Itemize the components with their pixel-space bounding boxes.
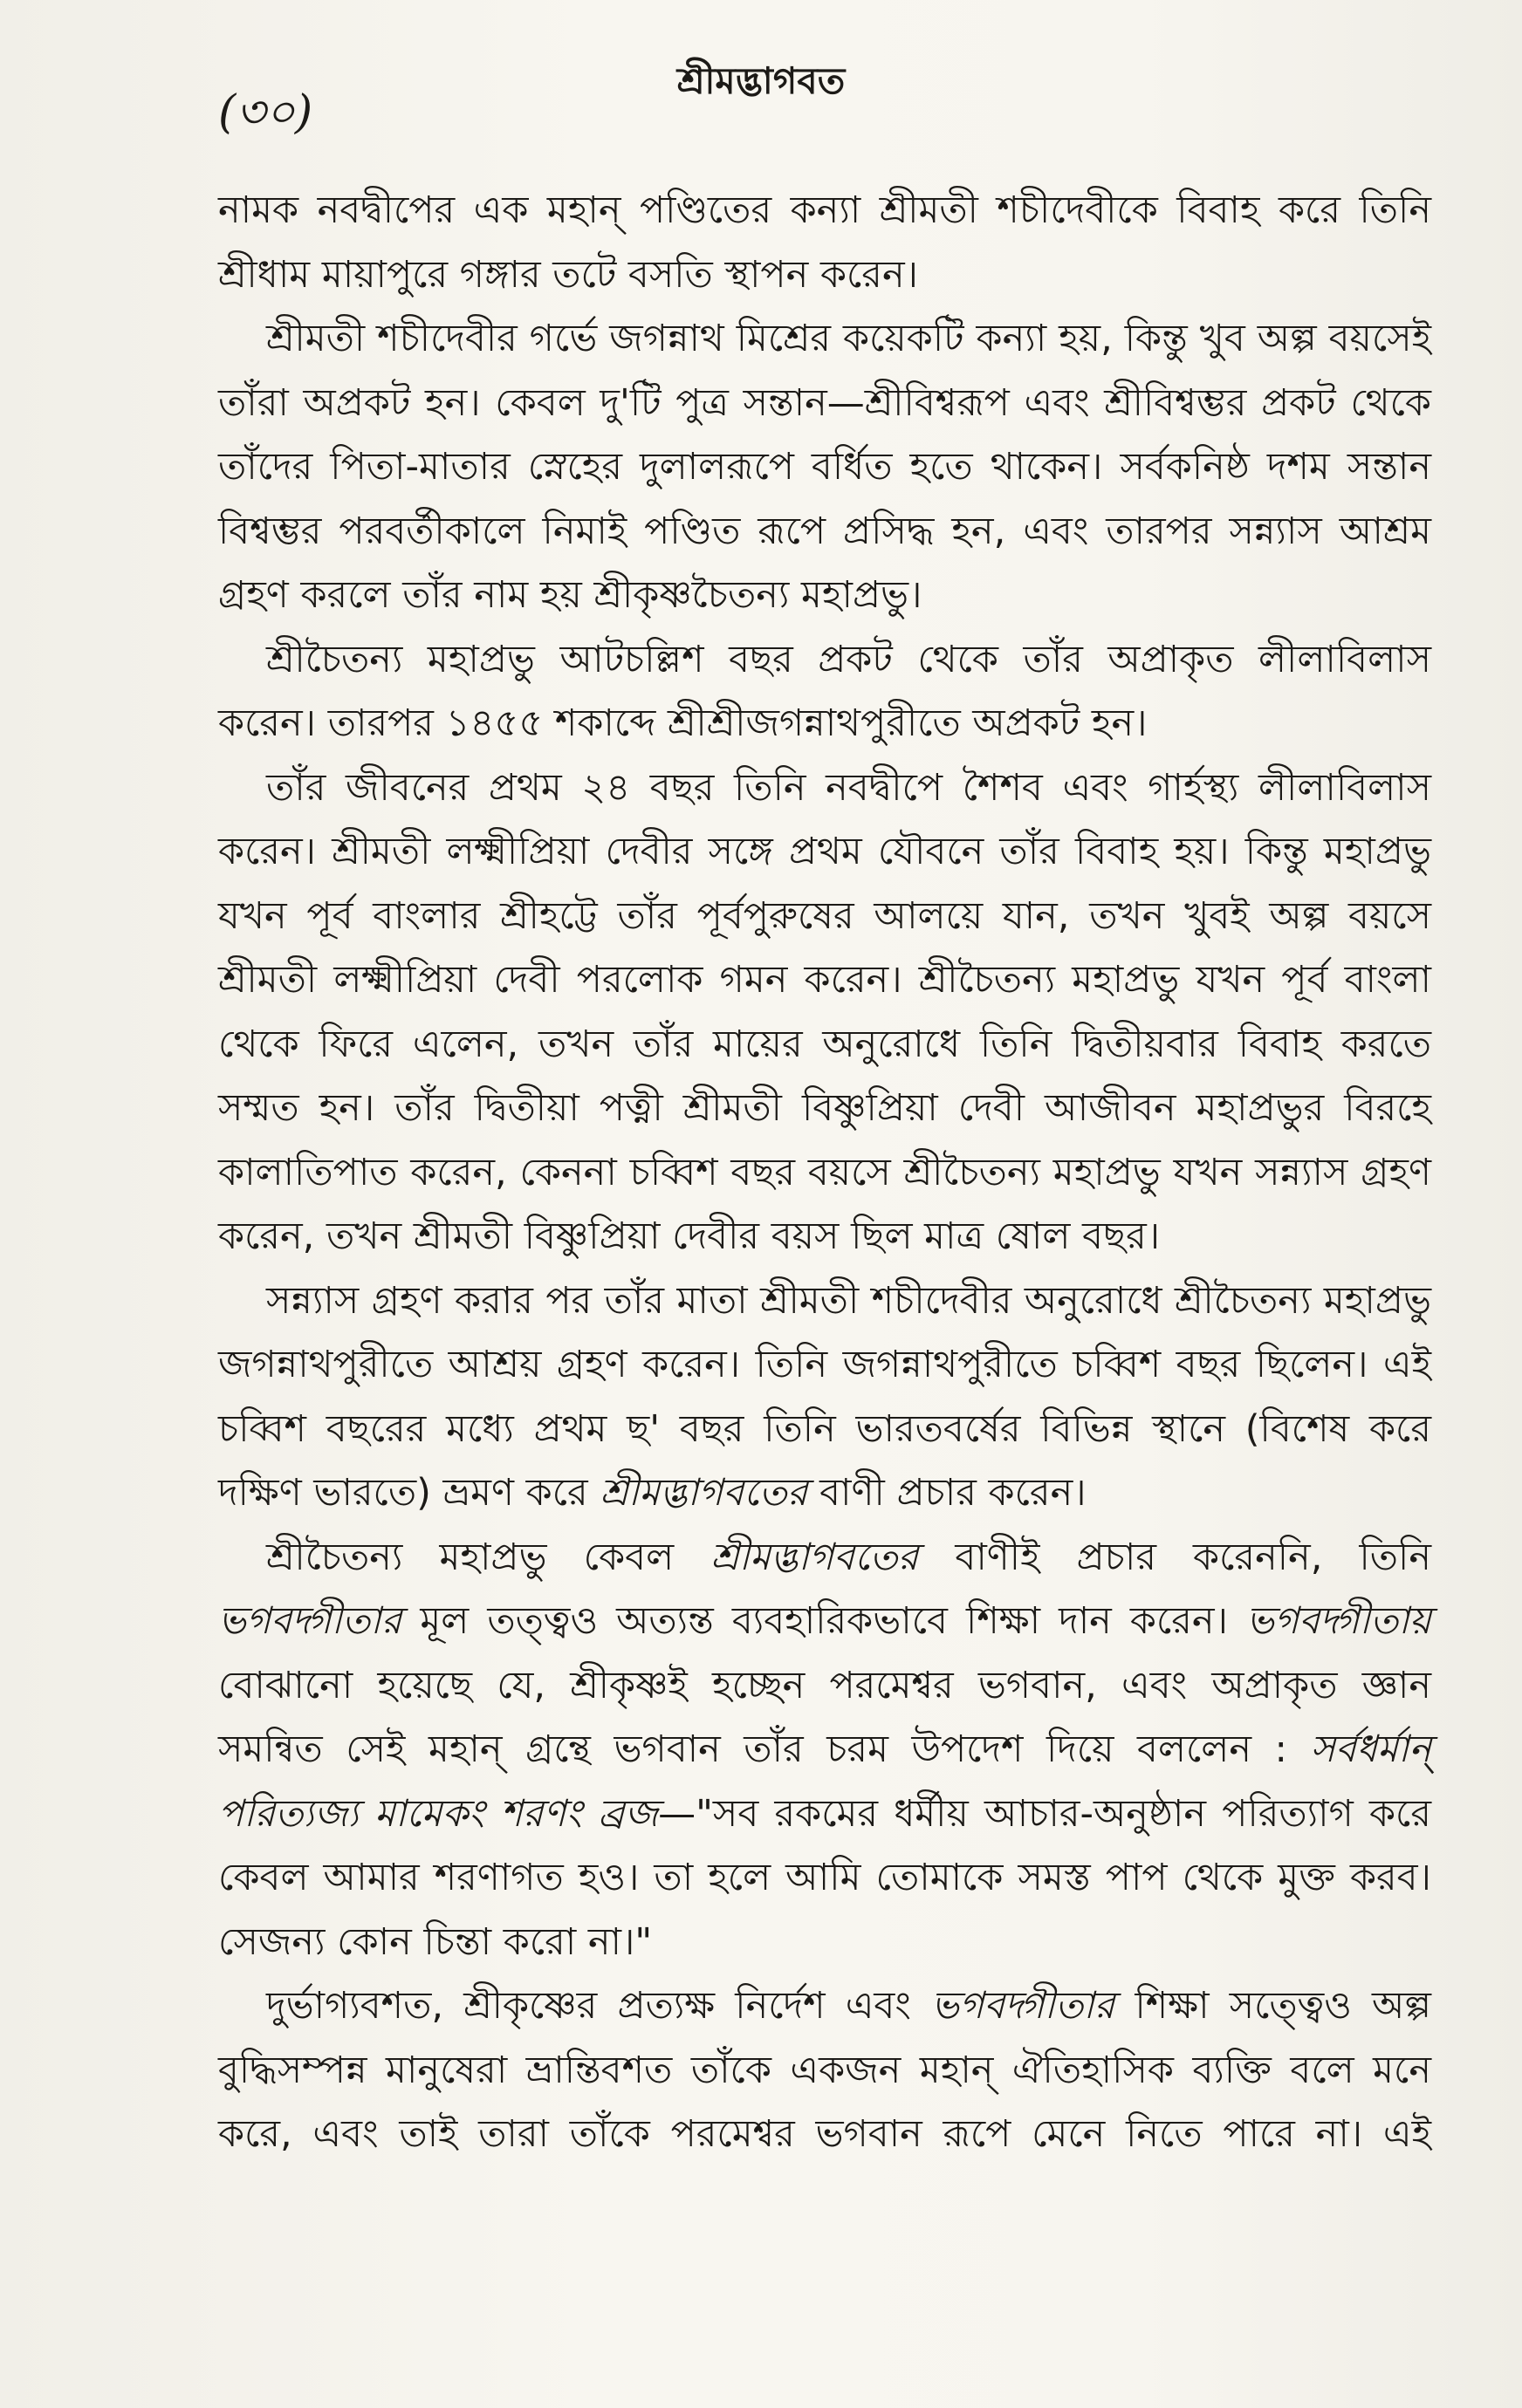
paragraph-7: দুর্ভাগ্যবশত, শ্রীকৃষ্ণের প্রত্যক্ষ নির্দেশ এবং ভগবদ্গীতার শিক্ষা সত্ত্বেও অল্প বুদ্ধিসম্পন্ন মানুষেরা ভ্রান্তিবশত তাঁকে একজন মহান্ ঐতিহাসিক ব্যক্তি বলে মনে করে, এবং তাই তারা তাঁকে পরমেশ্বর ভগবান রূপে মেনে নিতে পারে না। এই [218, 1984, 1431, 2156]
running-title: শ্রীমদ্ভাগবত [676, 59, 846, 102]
book-title-italic: শ্রীমদ্ভাগবতের [710, 1535, 919, 1579]
paragraph-4: তাঁর জীবনের প্রথম ২৪ বছর তিনি নবদ্বীপে শৈশব এবং গার্হস্থ্য লীলাবিলাস করেন। শ্রীমতী লক্ষ্মীপ্রিয়া দেবীর সঙ্গে প্রথম যৌবনে তাঁর বিবাহ হয়। কিন্তু মহাপ্রভু যখন পূর্ব বাংলার শ্রীহট্টে তাঁর পূর্বপুরুষের আলয়ে যান, তখন খুবই অল্প বয়সে শ্রীমতী লক্ষ্মীপ্রিয়া দেবী পরলোক গমন করেন। শ্রীচৈতন্য মহাপ্রভু যখন পূর্ব বাংলা থেকে ফিরে এলেন, তখন তাঁর মায়ের অনুরোধে তিনি দ্বিতীয়বার বিবাহ করতে সম্মত হন। তাঁর দ্বিতীয়া পত্নী শ্রীমতী বিষ্ণুপ্রিয়া দেবী আজীবন মহাপ্রভুর বিরহে কালাতিপাত করেন, কেননা চব্বিশ বছর বয়সে শ্রীচৈতন্য মহাপ্রভু যখন সন্ন্যাস গ্রহণ করেন, তখন শ্রীমতী বিষ্ণুপ্রিয়া দেবীর বয়স ছিল মাত্র ষোল বছর। [218, 765, 1431, 1258]
body-text [218, 179, 1431, 2167]
paragraph-3: শ্রীচৈতন্য মহাপ্রভু আটচল্লিশ বছর প্রকট থেকে তাঁর অপ্রাকৃত লীলাবিলাস করেন। তারপর ১৪৫৫ শকাব্দে শ্রীশ্রীজগন্নাথপুরীতে অপ্রকট হন। [218, 637, 1431, 745]
page-number: (৩০) [218, 86, 313, 139]
book-title-italic: শ্রীমদ্ভাগবতের [600, 1471, 808, 1515]
book-title-italic: ভগবদ্গীতার [931, 1984, 1115, 2028]
paragraph-2: শ্রীমতী শচীদেবীর গর্ভে জগন্নাথ মিশ্রের কয়েকটি কন্যা হয়, কিন্তু খুব অল্প বয়সেই তাঁরা অপ্রকট হন। কেবল দু'টি পুত্র সন্তান—শ্রীবিশ্বরূপ এবং শ্রীবিশ্বম্ভর প্রকট থেকে তাঁদের পিতা-মাতার স্নেহের দুলালরূপে বর্ধিত হতে থাকেন। সর্বকনিষ্ঠ দশম সন্তান বিশ্বম্ভর পরবর্তীকালে নিমাই পণ্ডিত রূপে প্রসিদ্ধ হন, এবং তারপর সন্ন্যাস আশ্রম গ্রহণ করলে তাঁর নাম হয় শ্রীকৃষ্ণচৈতন্য মহাপ্রভু। [218, 317, 1432, 617]
paragraph-6: শ্রীচৈতন্য মহাপ্রভু কেবল শ্রীমদ্ভাগবতের বাণীই প্রচার করেননি, তিনি ভগবদ্গীতার মূল তত্ত্বও অত্যন্ত ব্যবহারিকভাবে শিক্ষা দান করেন। ভগবদ্গীতায় বোঝানো হয়েছে যে, শ্রীকৃষ্ণই হচ্ছেন পরমেশ্বর ভগবান, এবং অপ্রাকৃত জ্ঞান সমন্বিত সেই মহান্ গ্রন্থে ভগবান তাঁর চরম উপদেশ দিয়ে বললেন : সর্বধর্মান্ পরিত্যজ্য মামেকং শরণং ব্রজ—"সব রকমের ধর্মীয় আচার-অনুষ্ঠান পরিত্যাগ করে কেবল আমার শরণাগত হও। তা হলে আমি তোমাকে সমস্ত পাপ থেকে মুক্ত করব। সেজন্য কোন চিন্তা করো না।" [218, 1535, 1431, 1964]
paragraph-1: নামক নবদ্বীপের এক মহান্ পণ্ডিতের কন্যা শ্রীমতী শচীদেবীকে বিবাহ করে তিনি শ্রীধাম মায়াপুরে গঙ্গার তটে বসতি স্থাপন করেন। [218, 188, 1431, 297]
paragraph-5: সন্ন্যাস গ্রহণ করার পর তাঁর মাতা শ্রীমতী শচীদেবীর অনুরোধে শ্রীচৈতন্য মহাপ্রভু জগন্নাথপুরীতে আশ্রয় গ্রহণ করেন। তিনি জগন্নাথপুরীতে চব্বিশ বছর ছিলেন। এই চব্বিশ বছরের মধ্যে প্রথম ছ' বছর তিনি ভারতবর্ষের বিভিন্ন স্থানে (বিশেষ করে দক্ষিণ ভারতে) ভ্রমণ করে শ্রীমদ্ভাগবতের বাণী প্রচার করেন। [218, 1278, 1431, 1515]
book-title-italic: ভগবদ্গীতার [218, 1599, 402, 1643]
book-title-italic: ভগবদ্গীতায় [1246, 1599, 1431, 1643]
sanskrit-verse-italic: সর্বধর্মান্ পরিত্যজ্য মামেকং শরণং ব্রজ [218, 1727, 1431, 1836]
